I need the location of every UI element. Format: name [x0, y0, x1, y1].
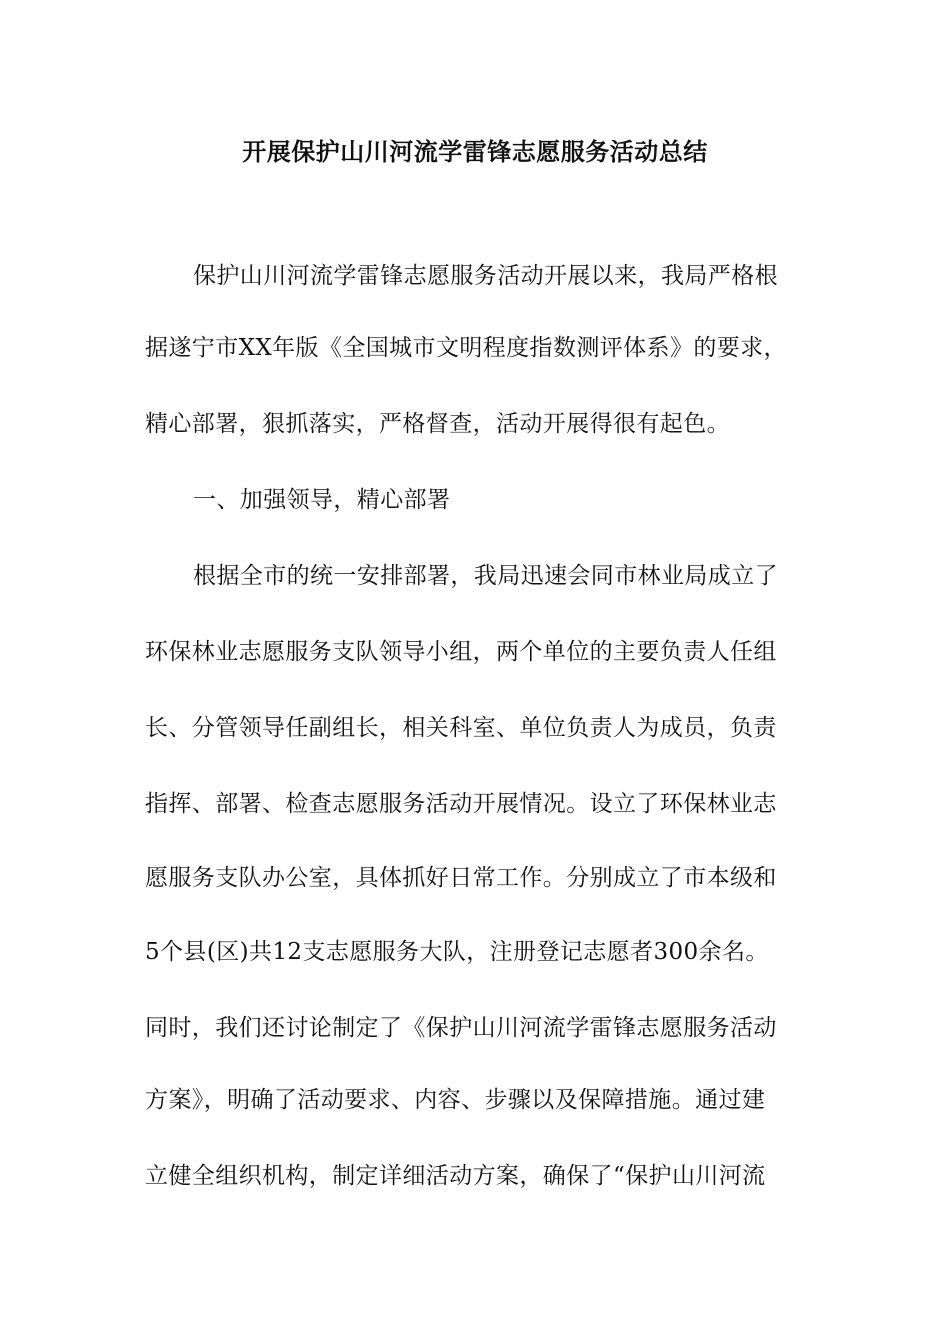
document-title: 开展保护山川河流学雷锋志愿服务活动总结: [242, 138, 708, 166]
paragraph-line: 指挥、部署、检查志愿服务活动开展情况。设立了环保林业志: [145, 791, 777, 817]
paragraph-line: 愿服务支队办公室，具体抓好日常工作。分别成立了市本级和: [145, 865, 777, 891]
paragraph-line: 方案》，明确了活动要求、内容、步骤以及保障措施。通过建: [145, 1087, 766, 1113]
paragraph-line: 立健全组织机构，制定详细活动方案，确保了“保护山川河流: [145, 1163, 766, 1189]
paragraph-line: 精心部署，狠抓落实，严格督查，活动开展得很有起色。: [145, 411, 730, 437]
paragraph-line: 保护山川河流学雷锋志愿服务活动开展以来，我局严格根: [193, 263, 778, 289]
paragraph-line: 长、分管领导任副组长，相关科室、单位负责人为成员，负责: [145, 715, 777, 741]
paragraph-line: 根据全市的统一安排部署，我局迅速会同市林业局成立了: [193, 563, 778, 589]
section-heading: 一、加强领导，精心部署: [193, 487, 451, 513]
paragraph-line: 环保林业志愿服务支队领导小组，两个单位的主要负责人任组: [145, 639, 777, 665]
paragraph-line: 5个县(区)共12支志愿服务大队，注册登记志愿者300余名。: [145, 939, 769, 965]
paragraph-line: 同时，我们还讨论制定了《保护山川河流学雷锋志愿服务活动: [145, 1015, 777, 1041]
paragraph-line: 据遂宁市XX年版《全国城市文明程度指数测评体系》的要求，: [145, 335, 787, 361]
